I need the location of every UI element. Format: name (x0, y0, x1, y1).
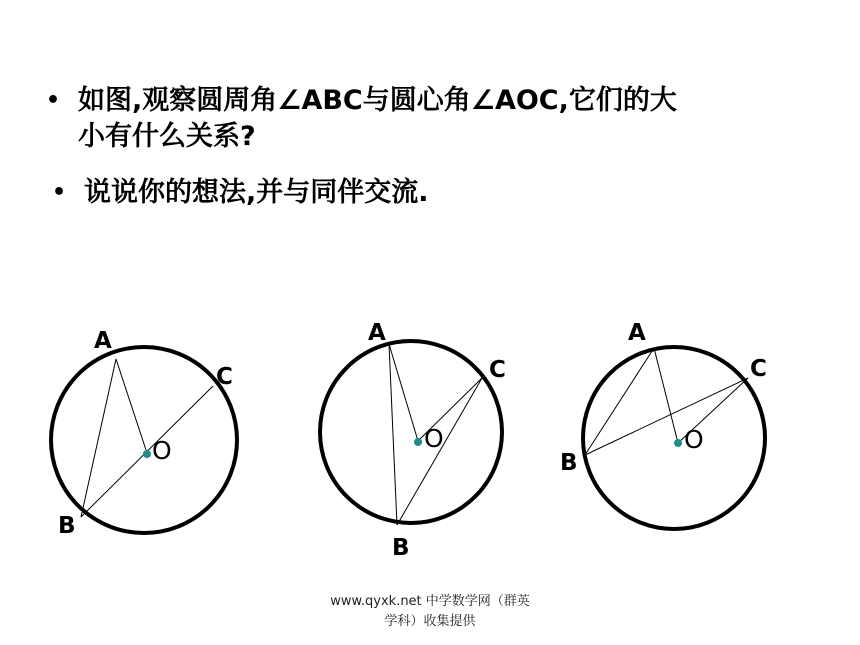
figure-2 (320, 320, 506, 561)
bullet-marker: • (52, 180, 67, 205)
label-c: C (489, 357, 506, 383)
label-c: C (216, 364, 233, 390)
radius-ao (654, 348, 678, 443)
chord-ab (389, 344, 397, 525)
circle (583, 347, 765, 529)
label-c: C (750, 356, 767, 382)
circle (51, 347, 237, 533)
center-dot (143, 450, 151, 458)
label-a: A (368, 320, 386, 346)
label-o: O (152, 436, 172, 465)
figure-3 (560, 320, 767, 529)
label-b: B (560, 450, 578, 476)
question-line-2: 小有什么关系? (78, 121, 256, 152)
center-dot (414, 438, 422, 446)
label-b: B (392, 535, 410, 561)
footer-credit (300, 592, 560, 632)
question-line-1: 如图,观察圆周角∠ABC与圆心角∠AOC,它们的大 (78, 85, 677, 116)
center-dot (674, 439, 682, 447)
label-a: A (94, 328, 112, 354)
label-a: A (628, 320, 646, 346)
chord-ab (81, 359, 116, 517)
discussion-text: 说说你的想法,并与同伴交流. (84, 177, 429, 208)
footer-line-1: www.qyxk.net 中学数学网（群英 (330, 594, 530, 609)
circle (320, 341, 502, 523)
label-b: B (58, 513, 76, 539)
label-o: O (424, 424, 444, 453)
label-o: O (684, 425, 704, 454)
footer-line-2: 学科）收集提供 (384, 614, 476, 629)
bullet-marker: • (46, 88, 61, 113)
radius-ao (389, 344, 418, 441)
radius-ao (116, 359, 147, 453)
figure-1 (51, 328, 237, 539)
